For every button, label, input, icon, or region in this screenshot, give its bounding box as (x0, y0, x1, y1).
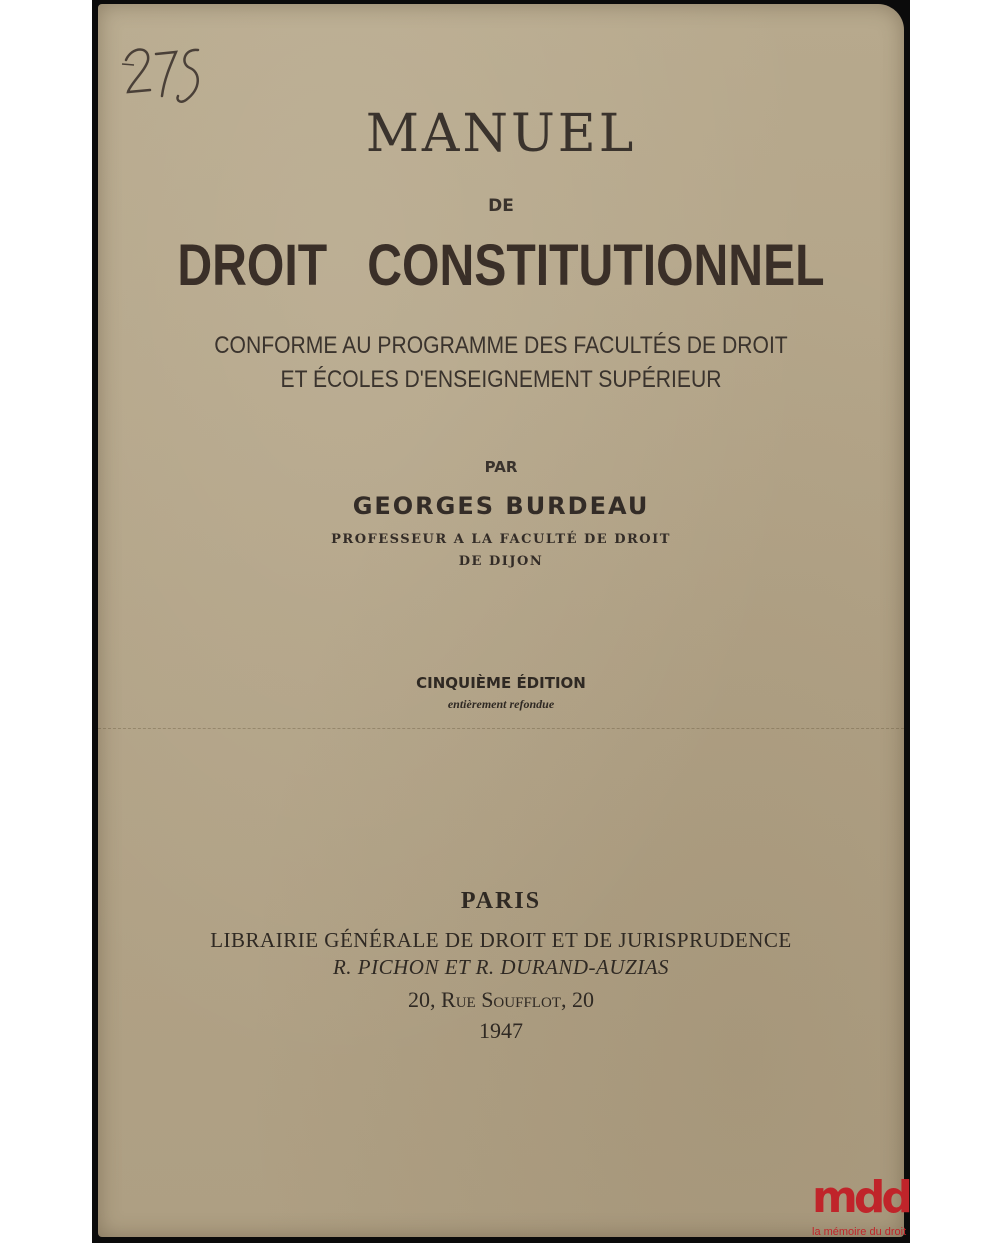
publisher-address: 20, Rue Soufflot, 20 (408, 987, 594, 1012)
watermark-logo-text: mdd (812, 1172, 909, 1223)
watermark-tagline: la mémoire du droit (812, 1226, 907, 1238)
publisher-name: LIBRAIRIE GÉNÉRALE DE DROIT ET DE JURISPRUDENCE (210, 928, 792, 952)
author-name: GEORGES BURDEAU (352, 492, 650, 520)
subtitle-line-2: ET ÉCOLES D'ENSEIGNEMENT SUPÉRIEUR (280, 366, 722, 393)
author-role-line-1: PROFESSEUR A LA FACULTÉ DE DROIT (331, 532, 671, 547)
publication-city: PARIS (460, 888, 542, 914)
book-cover (98, 4, 907, 1238)
subtitle-line-1: CONFORME AU PROGRAMME DES FACULTÉS DE DROIT (214, 332, 788, 359)
publication-year: 1947 (479, 1018, 523, 1043)
title-connector: DE (488, 196, 514, 216)
by-label: PAR (484, 458, 518, 476)
fold-crease (98, 728, 904, 729)
book-subject: DROIT CONSTITUTIONNEL (177, 233, 825, 298)
book-title: MANUEL (365, 104, 637, 164)
edition-note: entièrement refondue (447, 697, 555, 711)
author-role-line-2: DE DIJON (458, 554, 544, 569)
edition-label: CINQUIÈME ÉDITION (416, 674, 586, 692)
publisher-partners: R. PICHON ET R. DURAND-AUZIAS (332, 955, 670, 979)
watermark-logo (812, 1172, 922, 1243)
